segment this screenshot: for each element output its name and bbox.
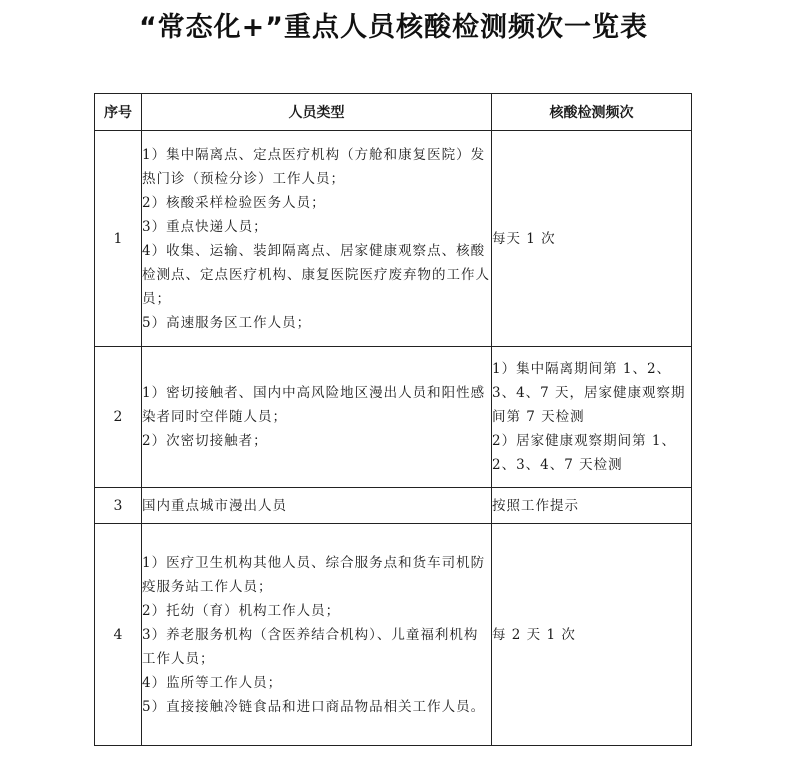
page-title: “常态化+”重点人员核酸检测频次一览表: [138, 12, 649, 43]
frequency-item: 每天 1 次: [492, 230, 556, 247]
frequency-cell: [492, 488, 692, 524]
table-header-row: [95, 94, 692, 131]
personnel-type-item: 国内重点城市漫出人员: [142, 497, 287, 514]
frequency-item: 1）集中隔离期间第 1、2、3、4、7 天，居家健康观察期间第 7 天检测: [492, 361, 686, 425]
table-row: [95, 488, 692, 524]
frequency-item: 每 2 天 1 次: [492, 626, 576, 643]
personnel-type-cell: [142, 524, 492, 746]
table-row: [95, 131, 692, 347]
personnel-type-item: 5）直接接触冷链食品和进口商品物品相关工作人员。: [142, 698, 486, 715]
frequency-item: 2）居家健康观察期间第 1、2、3、4、7 天检测: [492, 433, 676, 473]
row-serial-number: 2: [95, 347, 142, 488]
personnel-type-item: 1）密切接触者、国内中高风险地区漫出人员和阳性感染者同时空伴随人员；: [142, 385, 486, 425]
personnel-type-item: 1）集中隔离点、定点医疗机构（方舱和康复医院）发热门诊（预检分诊）工作人员；: [142, 146, 486, 187]
header-serial-number: 序号: [95, 94, 142, 131]
personnel-type-cell: [142, 347, 492, 488]
frequency-cell: [492, 347, 692, 488]
testing-frequency-table: [94, 93, 692, 746]
header-test-frequency: 核酸检测频次: [492, 94, 692, 131]
personnel-type-item: 5）高速服务区工作人员；: [142, 314, 312, 331]
personnel-type-item: 4）监所等工作人员；: [142, 674, 283, 691]
personnel-type-cell: [142, 488, 492, 524]
frequency-cell: [492, 131, 692, 347]
personnel-type-item: 3）养老服务机构（含医养结合机构）、儿童福利机构工作人员；: [142, 626, 479, 667]
personnel-type-cell: [142, 131, 492, 347]
table-row: [95, 524, 692, 746]
personnel-type-item: 2）次密切接触者；: [142, 433, 268, 449]
row-serial-number: 4: [95, 524, 142, 746]
frequency-item: 按照工作提示: [492, 497, 579, 514]
row-serial-number: 3: [95, 488, 142, 524]
table-row: [95, 347, 692, 488]
personnel-type-item: 2）核酸采样检验医务人员；: [142, 194, 326, 211]
personnel-type-item: 2）托幼（育）机构工作人员；: [142, 602, 341, 619]
row-serial-number: 1: [95, 131, 142, 347]
frequency-cell: [492, 524, 692, 746]
personnel-type-item: 3）重点快递人员；: [142, 218, 268, 235]
header-personnel-type: 人员类型: [142, 94, 492, 131]
personnel-type-item: 4）收集、运输、装卸隔离点、居家健康观察点、核酸检测点、定点医疗机构、康复医院医疗废弃物的工作人员；: [142, 242, 490, 307]
personnel-type-item: 1）医疗卫生机构其他人员、综合服务点和货车司机防疫服务站工作人员；: [142, 554, 486, 595]
